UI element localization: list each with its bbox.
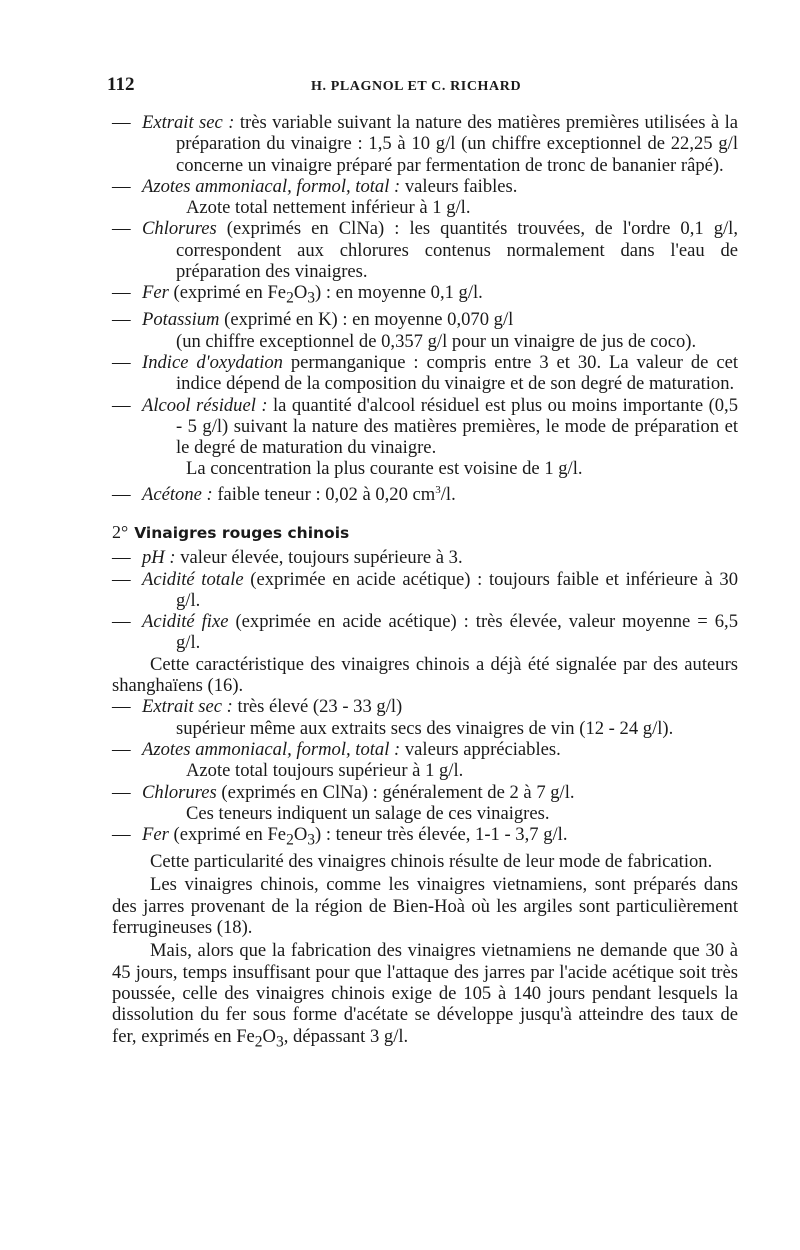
item-alcool-detail: La concentration la plus courante est voisine de 1 g/l.	[186, 458, 583, 480]
paragraph-jarres: Les vinaigres chinois, comme les vinaigres vietnamiens, sont préparés dans des jarres provenant de la région de Bien-Hoà où les argiles sont particulièrement ferrugineuses (18).	[112, 874, 738, 939]
term: Chlorures	[142, 781, 217, 803]
page-header	[107, 74, 737, 98]
page-content	[112, 112, 738, 1053]
term: Fer	[142, 824, 169, 846]
item-chlorures: — Chlorures (exprimés en ClNa) : les quantités trouvées, de l'ordre 0,1 g/l, correspondent aux chlorures contenus normalement dans l'eau de préparation des vinaigres.	[112, 218, 738, 283]
item-indice-oxydation: — Indice d'oxydation permanganique : compris entre 3 et 30. La valeur de cet indice dépend de la composition du vinaigre et de son degré de maturation.	[112, 351, 738, 395]
term: Acétone :	[142, 483, 213, 505]
section-title: Vinaigres rouges chinois	[134, 524, 350, 543]
item-azotes: — Azotes ammoniacal, formol, total : valeurs faibles.	[112, 175, 518, 197]
term: Azotes ammoniacal, formol, total :	[142, 738, 401, 760]
item-acetone: — Acétone : faible teneur : 0,02 à 0,20 $cm^3/l$.	[112, 483, 456, 505]
item-chlorures-chinois-detail: Ces teneurs indiquent un salage de ces vinaigres.	[186, 802, 550, 824]
section-heading	[112, 521, 738, 544]
item-extrait-sec-chinois: — Extrait sec : très élevé (23 - 33 g/l)	[112, 696, 403, 718]
item-fer: — Fer (exprimé en $Fe_2O_3$) : en moyenne 0,1 g/l.	[112, 282, 483, 308]
term: Acidité fixe	[142, 611, 229, 633]
item-ph: — pH : valeur élevée, toujours supérieure à 3.	[112, 547, 463, 569]
paragraph-caracteristique: Cette caractéristique des vinaigres chinois a déjà été signalée par des auteurs shanghaïens (16).	[112, 653, 738, 697]
term: pH :	[142, 547, 176, 569]
paragraph-particularite: Cette particularité des vinaigres chinois résulte de leur mode de fabrication.	[150, 851, 713, 873]
item-acidite-fixe: — Acidité fixe (exprimée en acide acétique) : très élevée, valeur moyenne = 6,5 g/l.	[112, 611, 738, 654]
term: Alcool résiduel :	[142, 394, 268, 416]
page-number: 112	[107, 74, 135, 95]
term: Extrait sec :	[142, 112, 235, 133]
item-potassium: — Potassium (exprimé en K) : en moyenne 0,070 g/l	[112, 309, 514, 331]
term: Acidité totale	[142, 568, 244, 590]
item-alcool-residuel: — Alcool résiduel : la quantité d'alcool résiduel est plus ou moins importante (0,5 - 5 g/l) suivant la nature des matières premières, le mode de préparation et le degré de maturation du vinaigre.	[112, 394, 739, 459]
item-extrait-sec: — Extrait sec : très variable suivant la nature des matières premières utilisées à la préparation du vinaigre : 1,5 à 10 g/l (un chiffre exceptionnel de 22,25 g/l concerne un vinaigre préparé par fermentation de tronc de bananier râpé).	[112, 112, 739, 176]
term: Fer	[142, 282, 169, 304]
item-azotes-detail: Azote total nettement inférieur à 1 g/l.	[186, 197, 471, 219]
item-acidite-totale: — Acidité totale (exprimée en acide acétique) : toujours faible et inférieure à 30 g/l.	[112, 568, 738, 611]
item-extrait-sec-detail: supérieur même aux extraits secs des vinaigres de vin (12 - 24 g/l).	[176, 717, 674, 739]
section-number: 2°	[112, 522, 129, 543]
term: Extrait sec :	[142, 696, 233, 718]
item-potassium-detail: (un chiffre exceptionnel de 0,357 g/l pour un vinaigre de jus de coco).	[176, 330, 697, 352]
item-chlorures-chinois: — Chlorures (exprimés en ClNa) : généralement de 2 à 7 g/l.	[112, 781, 575, 803]
term: Indice d'oxydation	[142, 351, 283, 373]
term: Chlorures	[142, 218, 217, 240]
running-head: H. PLAGNOL ET C. RICHARD	[311, 79, 522, 94]
item-fer-chinois: — Fer (exprimé en $Fe_2O_3$) : teneur très élevée, 1-1 - 3,7 g/l.	[112, 824, 568, 849]
term: Potassium	[142, 309, 220, 331]
item-azotes-chinois-detail: Azote total toujours supérieur à 1 g/l.	[186, 760, 464, 782]
paragraph-mais: Mais, alors que la fabrication des vinaigres vietnamiens ne demande que 30 à 45 jours, temps insuffisant pour que l'attaque des jarres par l'acide acétique soit très poussée, celle des vinaigres chinois exige de 105 à 140 jours pendant lesquels la dissolution du fer sous forme d'acétate se développe jusqu'à atteindre des taux de fer, exprimés en $Fe_2O_3$, dépassant 3 g/l.	[112, 940, 738, 1051]
term: Azotes ammoniacal, formol, total :	[142, 175, 401, 197]
item-azotes-chinois: — Azotes ammoniacal, formol, total : valeurs appréciables.	[112, 738, 561, 760]
